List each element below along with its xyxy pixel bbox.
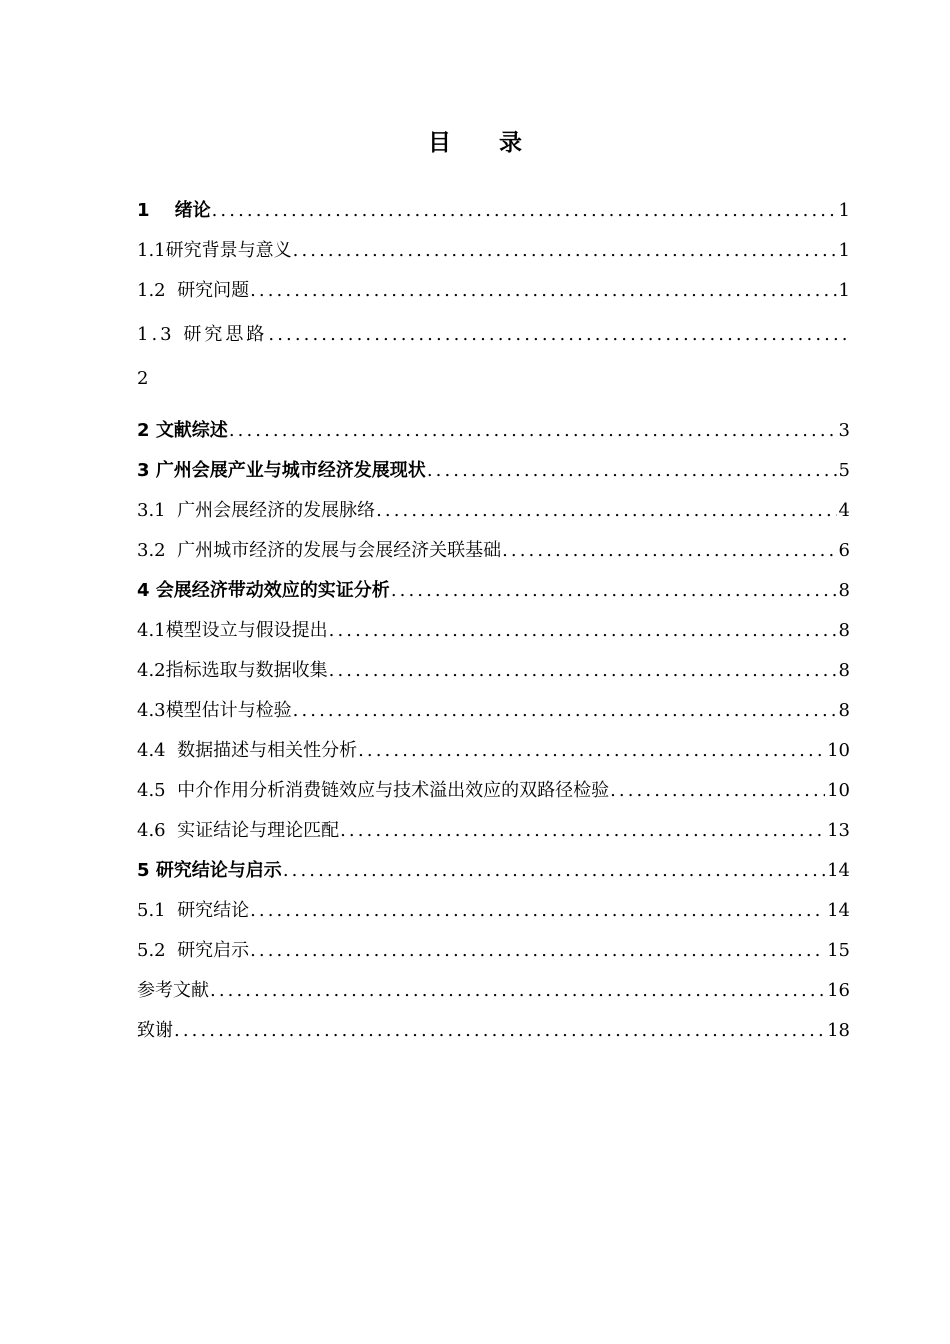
toc-entry-number: 4 [137, 580, 150, 601]
toc-entry-1-3[interactable] [137, 316, 850, 366]
toc-entry-number: 2 [137, 420, 150, 441]
toc-entry-page: 10 [827, 740, 850, 761]
toc-entry-page: 10 [827, 780, 850, 801]
toc-entry-number: 1 [137, 200, 150, 221]
toc-entry-title: 研究结论与启示 [155, 860, 282, 881]
toc-entry-number: 4.5 [137, 780, 166, 801]
toc-entry-4[interactable] [137, 576, 850, 616]
toc-entry-number: 5.1 [137, 900, 166, 921]
toc-entry-title: 广州城市经济的发展与会展经济关联基础 [177, 540, 502, 561]
toc-list [137, 196, 850, 1056]
toc-entry-title: 文献综述 [155, 420, 228, 441]
dot-leader [282, 860, 825, 881]
dot-leader [209, 980, 825, 1001]
dot-leader [390, 580, 837, 601]
toc-entry-title: 参考文献 [137, 980, 209, 1001]
toc-entry-acknowledgements[interactable] [137, 1016, 850, 1056]
toc-entry-title: 会展经济带动效应的实证分析 [155, 580, 390, 601]
toc-entry-title: 实证结论与理论匹配 [177, 820, 340, 841]
toc-entry-4-2[interactable] [137, 656, 850, 696]
dot-leader [501, 540, 836, 561]
toc-entry-title: 绪论 [174, 200, 211, 221]
toc-entry-title: 模型估计与检验 [165, 700, 292, 721]
toc-entry-1[interactable] [137, 196, 850, 236]
toc-entry-number: 3.2 [137, 540, 166, 561]
toc-entry-title: 广州会展经济的发展脉络 [177, 500, 376, 521]
toc-entry-page: 8 [838, 660, 850, 681]
toc-entry-page: 1 [838, 200, 850, 221]
toc-entry-title: 研究思路 [183, 324, 268, 345]
dot-leader [292, 700, 837, 721]
dot-leader [328, 660, 837, 681]
toc-entry-page: 1 [838, 280, 850, 301]
toc-entry-number: 3 [137, 460, 150, 481]
toc-entry-number: 5 [137, 860, 150, 881]
toc-entry-4-3[interactable] [137, 696, 850, 736]
toc-entry-page: 18 [827, 1020, 850, 1041]
toc-entry-page: 4 [838, 500, 850, 521]
toc-entry-page: 3 [838, 420, 850, 441]
toc-entry-3-1[interactable] [137, 496, 850, 536]
toc-entry-number: 4.2 [137, 660, 166, 681]
toc-entry-title: 致谢 [137, 1020, 173, 1041]
toc-entry-title: 指标选取与数据收集 [165, 660, 328, 681]
toc-entry-title: 研究结论 [177, 900, 250, 921]
toc-entry-title: 数据描述与相关性分析 [177, 740, 358, 761]
dot-leader [292, 240, 837, 261]
toc-entry-1-3-wrapped-page[interactable] [137, 366, 850, 416]
toc-title [0, 124, 950, 157]
toc-entry-3[interactable] [137, 456, 850, 496]
toc-entry-page: 15 [827, 940, 850, 961]
toc-title-char-1: 目 [428, 130, 451, 156]
toc-entry-page: 8 [838, 620, 850, 641]
dot-leader [328, 620, 837, 641]
toc-entry-1-2[interactable] [137, 276, 850, 316]
dot-leader [426, 460, 837, 481]
toc-entry-5[interactable] [137, 856, 850, 896]
dot-leader [249, 940, 825, 961]
toc-entry-page: 1 [838, 240, 850, 261]
dot-leader [339, 820, 825, 841]
toc-entry-page: 2 [137, 368, 149, 389]
toc-entry-references[interactable] [137, 976, 850, 1016]
toc-entry-5-1[interactable] [137, 896, 850, 936]
toc-entry-page: 14 [827, 860, 850, 881]
toc-entry-title: 研究启示 [177, 940, 250, 961]
toc-entry-number: 1.3 [137, 324, 175, 345]
toc-entry-4-5[interactable] [137, 776, 850, 816]
dot-leader [357, 740, 825, 761]
toc-entry-number: 3.1 [137, 500, 166, 521]
toc-entry-title: 广州会展产业与城市经济发展现状 [155, 460, 426, 481]
toc-title-char-2: 录 [499, 130, 522, 156]
toc-entry-number: 4.1 [137, 620, 166, 641]
toc-entry-number: 1.1 [137, 240, 166, 261]
toc-entry-number: 4.3 [137, 700, 166, 721]
dot-leader [211, 200, 837, 221]
toc-entry-page: 8 [838, 580, 850, 601]
toc-entry-page: 13 [827, 820, 850, 841]
toc-entry-3-2[interactable] [137, 536, 850, 576]
dot-leader [609, 780, 825, 801]
toc-entry-title: 研究背景与意义 [165, 240, 292, 261]
toc-entry-title: 模型设立与假设提出 [165, 620, 328, 641]
toc-entry-page: 16 [827, 980, 850, 1001]
toc-entry-4-1[interactable] [137, 616, 850, 656]
dot-leader [173, 1020, 825, 1041]
toc-entry-4-4[interactable] [137, 736, 850, 776]
toc-entry-number: 4.6 [137, 820, 166, 841]
toc-entry-5-2[interactable] [137, 936, 850, 976]
toc-entry-page: 14 [827, 900, 850, 921]
toc-entry-1-1[interactable] [137, 236, 850, 276]
toc-entry-title: 中介作用分析消费链效应与技术溢出效应的双路径检验 [177, 780, 610, 801]
toc-entry-number: 1.2 [137, 280, 166, 301]
toc-entry-title: 研究问题 [177, 280, 250, 301]
toc-entry-page: 6 [838, 540, 850, 561]
dot-leader [267, 324, 850, 345]
toc-entry-2[interactable] [137, 416, 850, 456]
toc-entry-4-6[interactable] [137, 816, 850, 856]
toc-entry-number: 4.4 [137, 740, 166, 761]
toc-entry-page: 5 [838, 460, 850, 481]
dot-leader [249, 280, 836, 301]
toc-entry-number: 5.2 [137, 940, 166, 961]
dot-leader [375, 500, 836, 521]
dot-leader [249, 900, 825, 921]
toc-entry-page: 8 [838, 700, 850, 721]
dot-leader [228, 420, 837, 441]
